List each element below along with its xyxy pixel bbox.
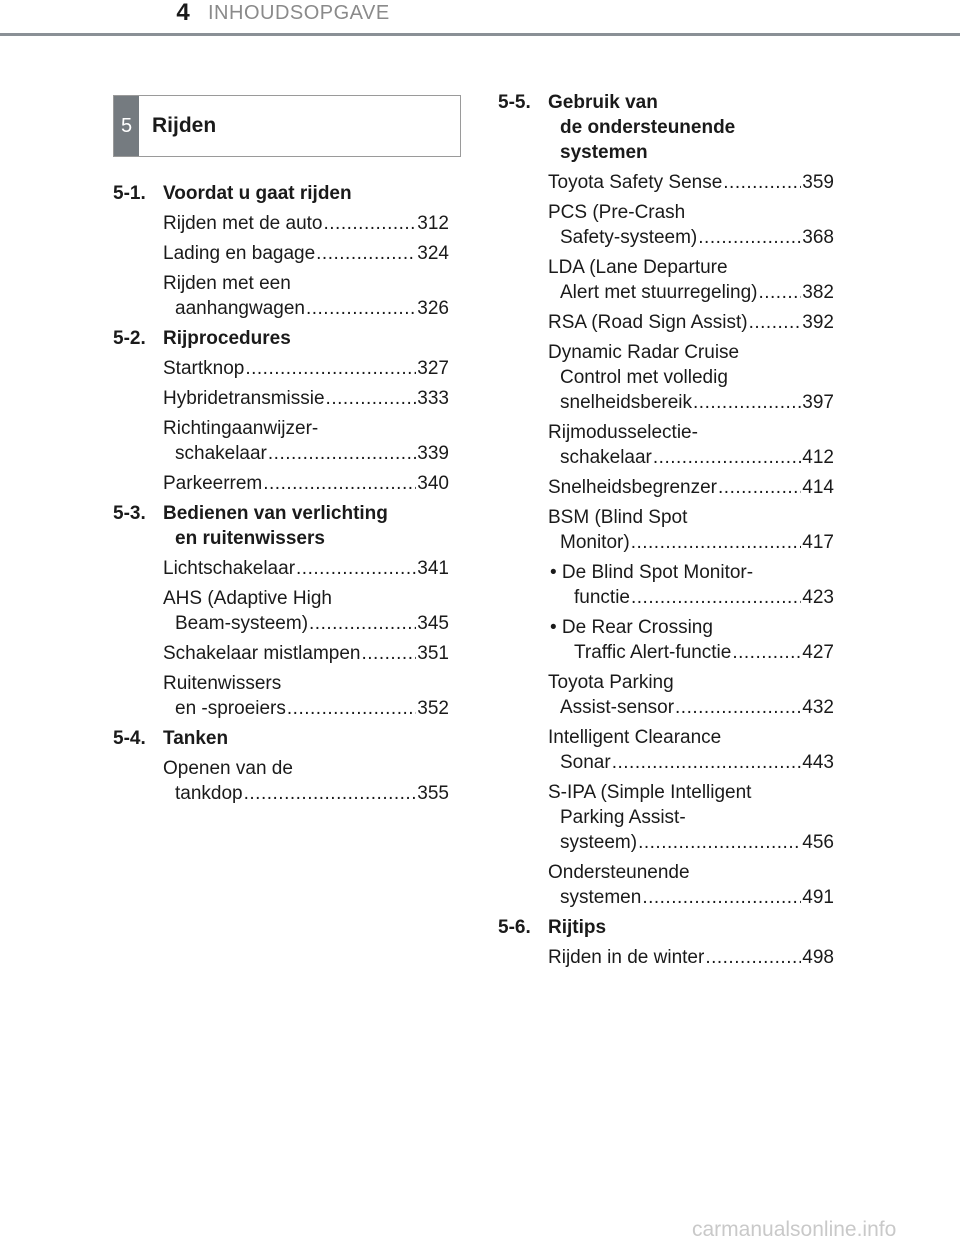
toc-entry[interactable] xyxy=(163,386,449,411)
chapter-number: 5 xyxy=(114,96,139,156)
dot-leader xyxy=(675,695,801,720)
toc-right-column xyxy=(498,90,834,975)
dot-leader xyxy=(718,475,801,500)
entry-text: Assist-sensor xyxy=(560,697,675,718)
entry-text: Rijden in de winter xyxy=(548,947,705,968)
page-number-ref: 368 xyxy=(802,227,834,248)
dot-leader xyxy=(723,170,801,195)
entry-text: Safety-systeem) xyxy=(560,227,698,248)
dot-leader xyxy=(612,750,802,775)
section-heading xyxy=(113,501,449,551)
page-number-ref: 345 xyxy=(417,613,449,634)
page-number-ref: 427 xyxy=(802,642,834,663)
dot-leader xyxy=(698,225,801,250)
entry-text: Monitor) xyxy=(560,532,630,553)
section-entries xyxy=(113,556,449,721)
entry-text: BSM (Blind Spot xyxy=(548,507,688,528)
dot-leader xyxy=(324,211,417,236)
toc-entry[interactable] xyxy=(163,756,449,806)
toc-entry[interactable] xyxy=(548,255,834,305)
entry-last-line xyxy=(163,211,449,236)
entry-text: Control met volledig xyxy=(560,367,728,388)
entry-last-line xyxy=(163,611,449,636)
toc-entry[interactable] xyxy=(548,505,834,555)
entry-last-line xyxy=(550,640,834,665)
entry-text: Hybridetransmissie xyxy=(163,388,325,409)
toc-entry[interactable] xyxy=(163,671,449,721)
toc-entry[interactable] xyxy=(548,615,834,665)
entry-text: Parkeerrem xyxy=(163,473,263,494)
page-number-ref: 352 xyxy=(417,698,449,719)
section-heading xyxy=(113,326,449,351)
entry-text: Startknop xyxy=(163,358,245,379)
entry-last-line xyxy=(548,830,834,855)
toc-entry[interactable] xyxy=(548,780,834,855)
section-heading xyxy=(113,181,449,206)
entry-text: Traffic Alert-functie xyxy=(574,642,732,663)
page-number-ref: 341 xyxy=(417,558,449,579)
entry-text: Richtingaanwijzer- xyxy=(163,418,319,439)
section-title: Bedienen van verlichting en ruitenwissers xyxy=(163,503,388,549)
toc-entry[interactable] xyxy=(548,945,834,970)
entry-last-line xyxy=(548,390,834,415)
dot-leader xyxy=(309,611,416,636)
entry-text: Rijden met de auto xyxy=(163,213,323,234)
section-entries xyxy=(113,356,449,496)
dot-leader xyxy=(287,696,416,721)
entry-text: systeem) xyxy=(560,832,638,853)
page-number-ref: 456 xyxy=(802,832,834,853)
entry-text: Intelligent Clearance xyxy=(548,727,722,748)
entry-last-line xyxy=(163,441,449,466)
page-number-ref: 412 xyxy=(802,447,834,468)
page-number-ref: 392 xyxy=(802,312,834,333)
section-entries xyxy=(498,945,834,970)
entry-text: Beam-systeem) xyxy=(175,613,309,634)
toc-entry[interactable] xyxy=(163,241,449,266)
entry-last-line xyxy=(163,241,449,266)
entry-text: tankdop xyxy=(175,783,243,804)
dot-leader xyxy=(245,356,416,381)
entry-text: Schakelaar mistlampen xyxy=(163,643,361,664)
dot-leader xyxy=(749,310,802,335)
dot-leader xyxy=(638,830,801,855)
toc-entry[interactable] xyxy=(548,475,834,500)
entry-text: PCS (Pre-Crash xyxy=(548,202,686,223)
section-number: 5-1. xyxy=(113,183,146,204)
toc-entry[interactable] xyxy=(548,860,834,910)
page-number-ref: 443 xyxy=(802,752,834,773)
entry-last-line xyxy=(548,885,834,910)
entry-text: aanhangwagen xyxy=(175,298,305,319)
entry-text: Toyota Parking xyxy=(548,672,674,693)
section-number: 5-2. xyxy=(113,328,146,349)
toc-entry[interactable] xyxy=(163,211,449,236)
toc-entry[interactable] xyxy=(163,586,449,636)
page-number-ref: 327 xyxy=(417,358,449,379)
chapter-title: Rijden xyxy=(152,114,217,137)
entry-text: functie xyxy=(574,587,630,608)
entry-text: • De Rear Crossing xyxy=(550,617,713,638)
dot-leader xyxy=(631,585,801,610)
entry-text: Ondersteunende xyxy=(548,862,690,883)
section-number: 5-6. xyxy=(498,917,531,938)
entry-text: RSA (Road Sign Assist) xyxy=(548,312,748,333)
entry-text: Lading en bagage xyxy=(163,243,316,264)
entry-text: en -sproeiers xyxy=(175,698,286,719)
toc-entry[interactable] xyxy=(163,471,449,496)
toc-left-column xyxy=(113,181,449,811)
dot-leader xyxy=(244,781,417,806)
page-number-ref: 355 xyxy=(417,783,449,804)
entry-text: systemen xyxy=(560,887,642,908)
entry-text: schakelaar xyxy=(560,447,652,468)
dot-leader xyxy=(693,390,801,415)
section-entries xyxy=(498,170,834,910)
dot-leader xyxy=(705,945,801,970)
entry-text: LDA (Lane Departure xyxy=(548,257,728,278)
section-title: Rijtips xyxy=(548,917,607,938)
entry-text: Rijden met een xyxy=(163,273,291,294)
section-number: 5-4. xyxy=(113,728,146,749)
entry-last-line xyxy=(550,585,834,610)
page-number-ref: 339 xyxy=(417,443,449,464)
toc-entry[interactable] xyxy=(548,340,834,415)
entry-text: snelheidsbereik xyxy=(560,392,693,413)
entry-last-line xyxy=(548,225,834,250)
watermark: carmanualsonline.info xyxy=(692,1218,897,1241)
section-title: Tanken xyxy=(163,728,229,749)
entry-last-line xyxy=(163,781,449,806)
entry-last-line xyxy=(548,750,834,775)
page-number-ref: 382 xyxy=(802,282,834,303)
section-entries xyxy=(113,211,449,321)
page-header xyxy=(0,0,960,38)
section-title: Voordat u gaat rijden xyxy=(163,183,352,204)
toc-entry[interactable] xyxy=(163,356,449,381)
section-entries xyxy=(113,756,449,806)
entry-text: Rijmodusselectie- xyxy=(548,422,698,443)
toc-entry[interactable] xyxy=(163,271,449,321)
entry-text: Ruitenwissers xyxy=(163,673,282,694)
page-number-ref: 432 xyxy=(802,697,834,718)
header-rule xyxy=(0,33,960,36)
section-heading xyxy=(498,90,834,165)
entry-last-line xyxy=(163,296,449,321)
entry-text: schakelaar xyxy=(175,443,267,464)
section-number: 5-3. xyxy=(113,503,146,524)
chapter-heading xyxy=(113,95,461,157)
header-title: INHOUDSOPGAVE xyxy=(208,2,390,24)
toc-entry[interactable] xyxy=(548,670,834,720)
entry-text: Openen van de xyxy=(163,758,293,779)
page-number-ref: 491 xyxy=(802,887,834,908)
entry-text: Dynamic Radar Cruise xyxy=(548,342,740,363)
toc-entry[interactable] xyxy=(548,170,834,195)
section-heading xyxy=(498,915,834,940)
toc-entry[interactable] xyxy=(548,725,834,775)
page-number-ref: 340 xyxy=(417,473,449,494)
entry-last-line xyxy=(548,945,834,970)
page-number: 4 xyxy=(176,0,190,26)
dot-leader xyxy=(642,885,801,910)
entry-last-line xyxy=(548,170,834,195)
dot-leader xyxy=(631,530,802,555)
page-number-ref: 417 xyxy=(802,532,834,553)
dot-leader xyxy=(316,241,416,266)
entry-text: • De Blind Spot Monitor- xyxy=(550,562,754,583)
dot-leader xyxy=(268,441,416,466)
toc-entry[interactable] xyxy=(548,310,834,335)
entry-text: Snelheidsbegrenzer xyxy=(548,477,718,498)
entry-last-line xyxy=(548,695,834,720)
toc-entry[interactable] xyxy=(548,420,834,470)
entry-last-line xyxy=(163,556,449,581)
page-number-ref: 498 xyxy=(802,947,834,968)
entry-last-line xyxy=(548,530,834,555)
entry-last-line xyxy=(548,445,834,470)
dot-leader xyxy=(296,556,416,581)
section-number: 5-5. xyxy=(498,92,531,113)
entry-last-line xyxy=(548,310,834,335)
page-number-ref: 359 xyxy=(802,172,834,193)
toc-entry[interactable] xyxy=(163,556,449,581)
entry-text: Alert met stuurregeling) xyxy=(560,282,758,303)
entry-last-line xyxy=(163,696,449,721)
entry-last-line xyxy=(548,475,834,500)
dot-leader xyxy=(758,280,801,305)
page-number-ref: 423 xyxy=(802,587,834,608)
entry-text: Toyota Safety Sense xyxy=(548,172,723,193)
dot-leader xyxy=(326,386,417,411)
toc-entry[interactable] xyxy=(163,641,449,666)
dot-leader xyxy=(263,471,416,496)
page-number-ref: 351 xyxy=(417,643,449,664)
entry-text: S-IPA (Simple Intelligent xyxy=(548,782,752,803)
page-number-ref: 324 xyxy=(417,243,449,264)
entry-text: Sonar xyxy=(560,752,611,773)
entry-last-line xyxy=(163,386,449,411)
entry-last-line xyxy=(163,356,449,381)
dot-leader xyxy=(732,640,801,665)
page-number-ref: 333 xyxy=(417,388,449,409)
entry-text: Parking Assist- xyxy=(560,807,686,828)
page-number-ref: 312 xyxy=(417,213,449,234)
entry-text: Lichtschakelaar xyxy=(163,558,296,579)
entry-last-line xyxy=(548,280,834,305)
toc-entry[interactable] xyxy=(548,560,834,610)
section-title: Gebruik van de ondersteunende systemen xyxy=(548,92,736,163)
page-number-ref: 326 xyxy=(417,298,449,319)
toc-entry[interactable] xyxy=(548,200,834,250)
dot-leader xyxy=(653,445,801,470)
page-number-ref: 397 xyxy=(802,392,834,413)
section-heading xyxy=(113,726,449,751)
entry-text: AHS (Adaptive High xyxy=(163,588,332,609)
page-number-ref: 414 xyxy=(802,477,834,498)
toc-entry[interactable] xyxy=(163,416,449,466)
entry-last-line xyxy=(163,471,449,496)
section-title: Rijprocedures xyxy=(163,328,291,349)
dot-leader xyxy=(361,641,416,666)
dot-leader xyxy=(306,296,416,321)
entry-last-line xyxy=(163,641,449,666)
